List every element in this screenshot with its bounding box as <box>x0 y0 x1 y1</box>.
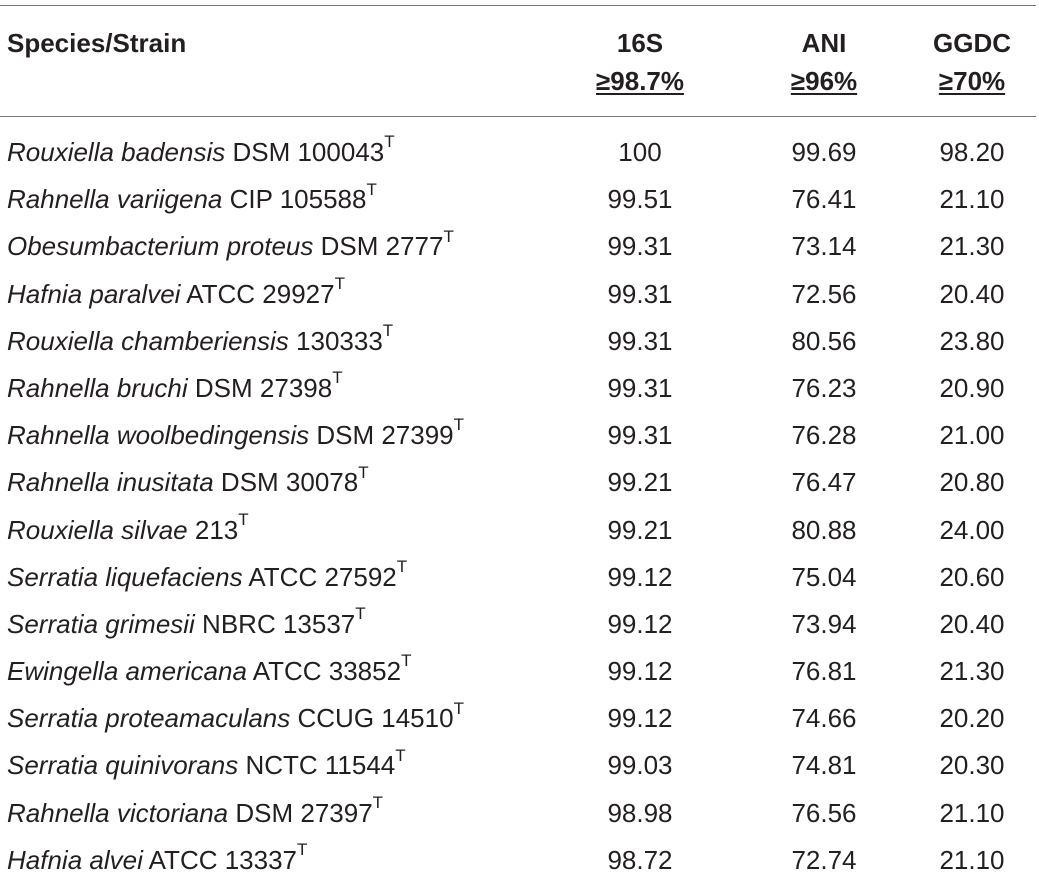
table-row <box>0 271 1039 318</box>
table-row <box>0 459 1039 506</box>
header-species: Species/Strain <box>7 28 187 58</box>
16s-value: 98.98 <box>607 797 673 828</box>
table-row <box>0 837 1039 884</box>
table-row <box>0 318 1039 365</box>
ani-value: 75.04 <box>791 561 857 592</box>
species-cell <box>7 837 307 884</box>
species-cell <box>7 318 393 365</box>
16s-value: 99.12 <box>607 656 673 687</box>
species-name: Ewingella americana <box>7 656 247 687</box>
species-cell <box>7 507 249 554</box>
species-cell <box>7 129 395 176</box>
species-cell <box>7 790 383 837</box>
ani-value: 80.56 <box>791 325 857 356</box>
type-strain-mark: T <box>401 651 412 671</box>
table-row <box>0 507 1039 554</box>
strain-id: ATCC 33852 <box>246 656 402 687</box>
species-cell <box>7 695 464 742</box>
strain-id: DSM 2777 <box>313 231 444 262</box>
species-cell <box>7 412 464 459</box>
species-cell <box>7 365 343 412</box>
16s-value: 100 <box>618 137 662 167</box>
type-strain-mark: T <box>358 462 369 482</box>
header-16s-title: 16S <box>616 28 664 58</box>
16s-value: 99.21 <box>607 467 673 498</box>
strain-id: NCTC 11544 <box>238 750 396 781</box>
species-name: Rahnella variigena <box>7 184 223 215</box>
species-name: Rahnella woolbedingensis <box>7 420 310 451</box>
table-row <box>0 742 1039 789</box>
type-strain-mark: T <box>355 604 366 624</box>
ani-value: 73.94 <box>791 608 857 639</box>
type-strain-mark: T <box>297 840 308 860</box>
species-name: Rouxiella badensis <box>7 137 226 167</box>
ani-value: 80.88 <box>791 514 857 545</box>
species-name: Rahnella inusitata <box>7 467 214 498</box>
16s-value: 99.51 <box>607 184 673 215</box>
header-ani-title: ANI <box>801 28 847 58</box>
header-ggdc-threshold: ≥70% <box>938 66 1006 96</box>
type-strain-mark: T <box>384 132 395 152</box>
ani-value: 74.81 <box>791 750 857 781</box>
table-row <box>0 176 1039 223</box>
ggdc-value: 20.60 <box>939 561 1005 592</box>
type-strain-mark: T <box>372 792 384 812</box>
16s-value: 99.31 <box>607 420 673 451</box>
table-header <box>0 24 1039 104</box>
species-name: Obesumbacterium proteus <box>7 231 314 262</box>
table-row <box>0 223 1039 270</box>
table-row <box>0 601 1039 648</box>
ggdc-value: 21.10 <box>939 797 1005 828</box>
ani-value: 76.41 <box>791 184 857 215</box>
table-row <box>0 648 1039 695</box>
species-cell <box>7 554 407 601</box>
species-name: Serratia proteamaculans <box>7 703 291 734</box>
table-body <box>0 129 1039 884</box>
type-strain-mark: T <box>396 557 408 577</box>
16s-value: 99.31 <box>607 325 673 356</box>
type-strain-mark: T <box>238 509 249 529</box>
ggdc-value: 98.20 <box>939 137 1005 167</box>
table-row <box>0 365 1039 412</box>
type-strain-mark: T <box>453 698 464 718</box>
strain-id: DSM 27397 <box>228 797 373 828</box>
species-cell <box>7 459 369 506</box>
ggdc-value: 24.00 <box>939 514 1005 545</box>
ggdc-value: 21.00 <box>939 420 1005 451</box>
species-cell <box>7 223 454 270</box>
header-ani-threshold: ≥96% <box>790 66 858 96</box>
ani-value: 76.56 <box>791 797 857 828</box>
ani-value: 76.23 <box>791 372 857 403</box>
ggdc-value: 21.10 <box>939 844 1005 875</box>
header-ani <box>744 24 904 100</box>
ggdc-value: 23.80 <box>939 325 1005 356</box>
ggdc-value: 21.30 <box>939 231 1005 262</box>
strain-id: 213 <box>187 514 239 545</box>
header-ggdc <box>905 24 1039 100</box>
ggdc-value: 20.90 <box>939 372 1005 403</box>
16s-value: 99.12 <box>607 703 673 734</box>
ggdc-value: 21.10 <box>939 184 1005 215</box>
16s-value: 99.21 <box>607 514 673 545</box>
16s-value: 99.31 <box>607 372 673 403</box>
species-name: Rouxiella silvae <box>7 514 188 545</box>
species-cell <box>7 271 345 318</box>
type-strain-mark: T <box>366 179 377 199</box>
table-row <box>0 554 1039 601</box>
type-strain-mark: T <box>334 273 345 293</box>
type-strain-mark: T <box>332 368 343 388</box>
strain-id: 130333 <box>288 325 383 356</box>
ggdc-value: 20.80 <box>939 467 1005 498</box>
strain-id: DSM 30078 <box>213 467 359 498</box>
ani-value: 76.47 <box>791 467 857 498</box>
strain-id: CIP 105588 <box>222 184 367 215</box>
strain-id: ATCC 13337 <box>142 844 298 875</box>
species-name: Rahnella bruchi <box>7 372 188 403</box>
header-16s-threshold: ≥98.7% <box>596 66 684 96</box>
species-name: Hafnia paralvei <box>7 278 181 309</box>
16s-value: 99.31 <box>607 278 673 309</box>
species-name: Serratia grimesii <box>7 608 195 639</box>
ani-value: 73.14 <box>791 231 857 262</box>
ggdc-value: 20.20 <box>939 703 1005 734</box>
16s-value: 99.12 <box>607 561 673 592</box>
type-strain-mark: T <box>453 415 465 435</box>
ani-value: 74.66 <box>791 703 857 734</box>
strain-id: ATCC 29927 <box>180 278 335 309</box>
table-row <box>0 695 1039 742</box>
species-cell <box>7 648 411 695</box>
species-cell <box>7 742 406 789</box>
species-name: Serratia quinivorans <box>7 750 239 781</box>
ani-value: 76.28 <box>791 420 857 451</box>
16s-value: 99.12 <box>607 608 673 639</box>
species-cell <box>7 176 377 223</box>
ggdc-value: 21.30 <box>939 656 1005 687</box>
ggdc-value: 20.40 <box>939 278 1005 309</box>
16s-value: 99.03 <box>607 750 673 781</box>
strain-id: NBRC 13537 <box>194 608 356 639</box>
strain-id: DSM 27398 <box>187 372 333 403</box>
strain-id: ATCC 27592 <box>242 561 397 592</box>
top-rule <box>0 5 1036 6</box>
species-cell <box>7 601 366 648</box>
strain-id: DSM 27399 <box>309 420 454 451</box>
type-strain-mark: T <box>443 226 454 246</box>
16s-value: 98.72 <box>607 844 673 875</box>
species-name: Rahnella victoriana <box>7 797 229 828</box>
type-strain-mark: T <box>382 321 394 341</box>
type-strain-mark: T <box>395 745 406 765</box>
ggdc-value: 20.30 <box>939 750 1005 781</box>
ani-value: 99.69 <box>791 137 857 167</box>
header-16s <box>560 24 720 100</box>
ggdc-value: 20.40 <box>939 608 1005 639</box>
header-rule <box>0 116 1036 117</box>
species-name: Serratia liquefaciens <box>7 561 243 592</box>
strain-id: CCUG 14510 <box>290 703 454 734</box>
header-ggdc-title: GGDC <box>933 28 1011 58</box>
strain-id: DSM 100043 <box>225 137 385 167</box>
table-row <box>0 790 1039 837</box>
ani-value: 76.81 <box>791 656 857 687</box>
species-name: Rouxiella chamberiensis <box>7 325 289 356</box>
16s-value: 99.31 <box>607 231 673 262</box>
table-row <box>0 412 1039 459</box>
ani-value: 72.74 <box>791 844 857 875</box>
ani-value: 72.56 <box>791 278 857 309</box>
table-row <box>0 129 1039 176</box>
species-name: Hafnia alvei <box>7 844 143 875</box>
